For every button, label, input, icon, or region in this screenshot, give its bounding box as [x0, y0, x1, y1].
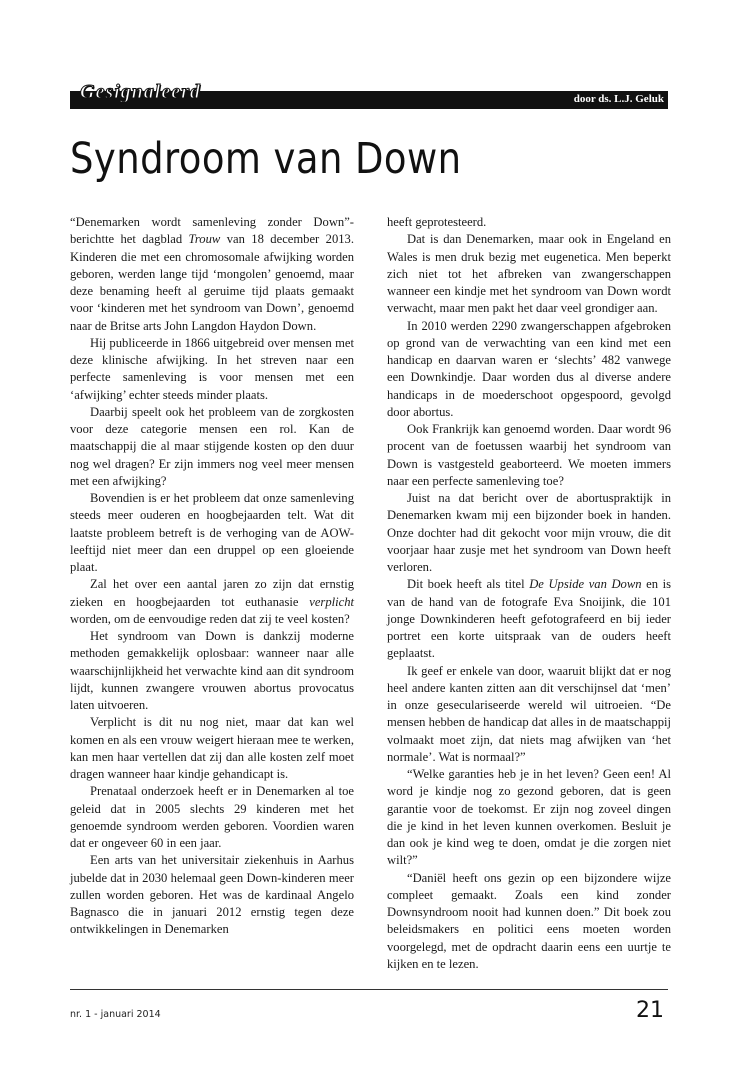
paragraph: Zal het over een aantal jaren zo zijn dat ernstig zieken en hoogbejaarden tot euthanasie verplicht worden, om de eenvoudige reden dat zij te veel kosten? [70, 577, 354, 626]
paragraph: “Daniël heeft ons gezin op een bijzondere wijze compleet gemaakt. Zoals een kind zonder Downsyndroom nooit had kunnen doen.” Dit boek zou beleidsmakers en politici eens moeten worden voorgelegd, met de opdracht daarin eens een uurtje te kijken en te lezen. [387, 870, 671, 971]
italic-title: Trouw [188, 232, 221, 247]
author-byline: door ds. L.J. Geluk [573, 93, 664, 105]
paragraph: Prenataal onderzoek heeft er in Denemarken al toe geleid dat in 2005 slechts 29 kinderen met het genoemde syndroom werden geboren. Voordien waren dat er ongeveer 60 in een jaar. [70, 784, 354, 850]
paragraph: Het syndroom van Down is dankzij moderne methoden gemakkelijk oplosbaar: wanneer naar alle waarschijnlijkheid het verwachte kind aan dit syndroom lijdt, kunnen zwangere vrouwen abortus provocatus laten uitvoeren. [70, 629, 354, 712]
paragraph: Bovendien is er het probleem dat onze samenleving steeds meer ouderen en hoogbejaarden telt. Wat dit laatste probleem betreft is de verhoging van de AOW-leeftijd niet meer dan een druppel op een gloeiende plaat. [70, 491, 354, 574]
paragraph: Verplicht is dit nu nog niet, maar dat kan wel komen en als een vrouw weigert hieraan mee te werken, kan men haar vertellen dat zij dan alle kosten zelf moet dragen wanneer haar kindje gehandicapt is. [70, 715, 354, 781]
section-label: Gesignaleerd [80, 81, 201, 103]
right-text-column [387, 214, 671, 973]
footer-divider [70, 989, 668, 990]
paragraph: Ook Frankrijk kan genoemd worden. Daar wordt 96 procent van de foetussen waarbij het syndroom van Down is vastgesteld geaborteerd. We moeten immers naar een perfecte samenleving toe? [387, 422, 671, 488]
issue-info: nr. 1 - januari 2014 [70, 1009, 161, 1020]
left-text-column [70, 214, 354, 939]
paragraph: Dit boek heeft als titel De Upside van Down en is van de hand van de fotografe Eva Snoijink, die 101 jonge Downkinderen heeft gefotografeerd en bij ieder portret een korte uitspraak van de ouders heeft geplaatst. [387, 577, 671, 661]
paragraph: Een arts van het universitair ziekenhuis in Aarhus jubelde dat in 2030 helemaal geen Down-kinderen meer zullen worden geboren. Het was de kardinaal Angelo Bagnasco die in januari 2012 ernstig tegen deze ontwikkelingen in Denemarken [70, 853, 354, 937]
paragraph: “Denemarken wordt samenleving zonder Down”-berichtte het dagblad Trouw van 18 december 2013. Kinderen die met een chromosomale afwijking worden geboren, werden lange tijd ‘mongolen’ genoemd, maar deze benaming heeft al geruime tijd plaats gemaakt voor ‘kinderen met het syndroom van Down’, genoemd naar de Britse arts John Langdon Haydon Down. [70, 215, 354, 333]
paragraph: “Welke garanties heb je in het leven? Geen een! Al word je kindje nog zo gezond geboren, dat is geen garantie voor de toekomst. Er zijn nog zoveel dingen die je kind in het leven kunnen overkomen. Besluit je dan ook je kind weg te doen, omdat je die zorgen niet wilt?” [387, 767, 671, 868]
paragraph: Daarbij speelt ook het probleem van de zorgkosten voor deze categorie mensen een rol. Kan de maatschappij die al maar stijgende kosten op den duur nog wel dragen? Er zijn immers nog veel meer mensen met een afwijking? [70, 404, 354, 488]
paragraph: heeft geprotesteerd. [387, 215, 487, 229]
paragraph: Juist na dat bericht over de abortuspraktijk in Denemarken kwam mij een bijzonder boek in handen. Onze dochter had dit gekocht voor mijn vrouw, die dit voorjaar haar zusje met het syndroom van Down heeft verloren. [387, 491, 671, 574]
italic-title: De Upside van Down [529, 577, 642, 592]
paragraph: Ik geef er enkele van door, waaruit blijkt dat er nog heel andere kanten zitten aan dit verschijnsel dat ‘men’ in onze geseculariseerde wereld wil uitroeien. “De mensen hebben de handicap dat alles in de maatschappij volmaakt moet zijn, dat niets mag afwijken van ‘het normale’. Wat is normaal?” [387, 663, 671, 764]
paragraph: Hij publiceerde in 1866 uitgebreid over mensen met deze klinische afwijking. In het streven naar een perfecte samenleving is voor mensen met een ‘afwijking’ echter steeds minder plaats. [70, 335, 354, 402]
page-number: 21 [636, 998, 664, 1023]
paragraph: In 2010 werden 2290 zwangerschappen afgebroken op grond van de verwachting van een kind met een handicap en daarvan waren er ‘slechts’ 482 vanwege een Downkindje. Daar worden dus al diverse andere handicaps in de moederschoot opgespoord, gevolgd door abortus. [387, 318, 671, 419]
article-title: Syndroom van Down [70, 134, 462, 184]
italic-title: verplicht [309, 594, 354, 609]
paragraph: Dat is dan Denemarken, maar ook in Engeland en Wales is men druk bezig met eugenetica. Men beperkt zich niet tot het afbreken van zwangerschappen wanneer een kindje met het syndroom van Down wordt verwacht, maar men pakt het daar veel grondiger aan. [387, 232, 671, 316]
